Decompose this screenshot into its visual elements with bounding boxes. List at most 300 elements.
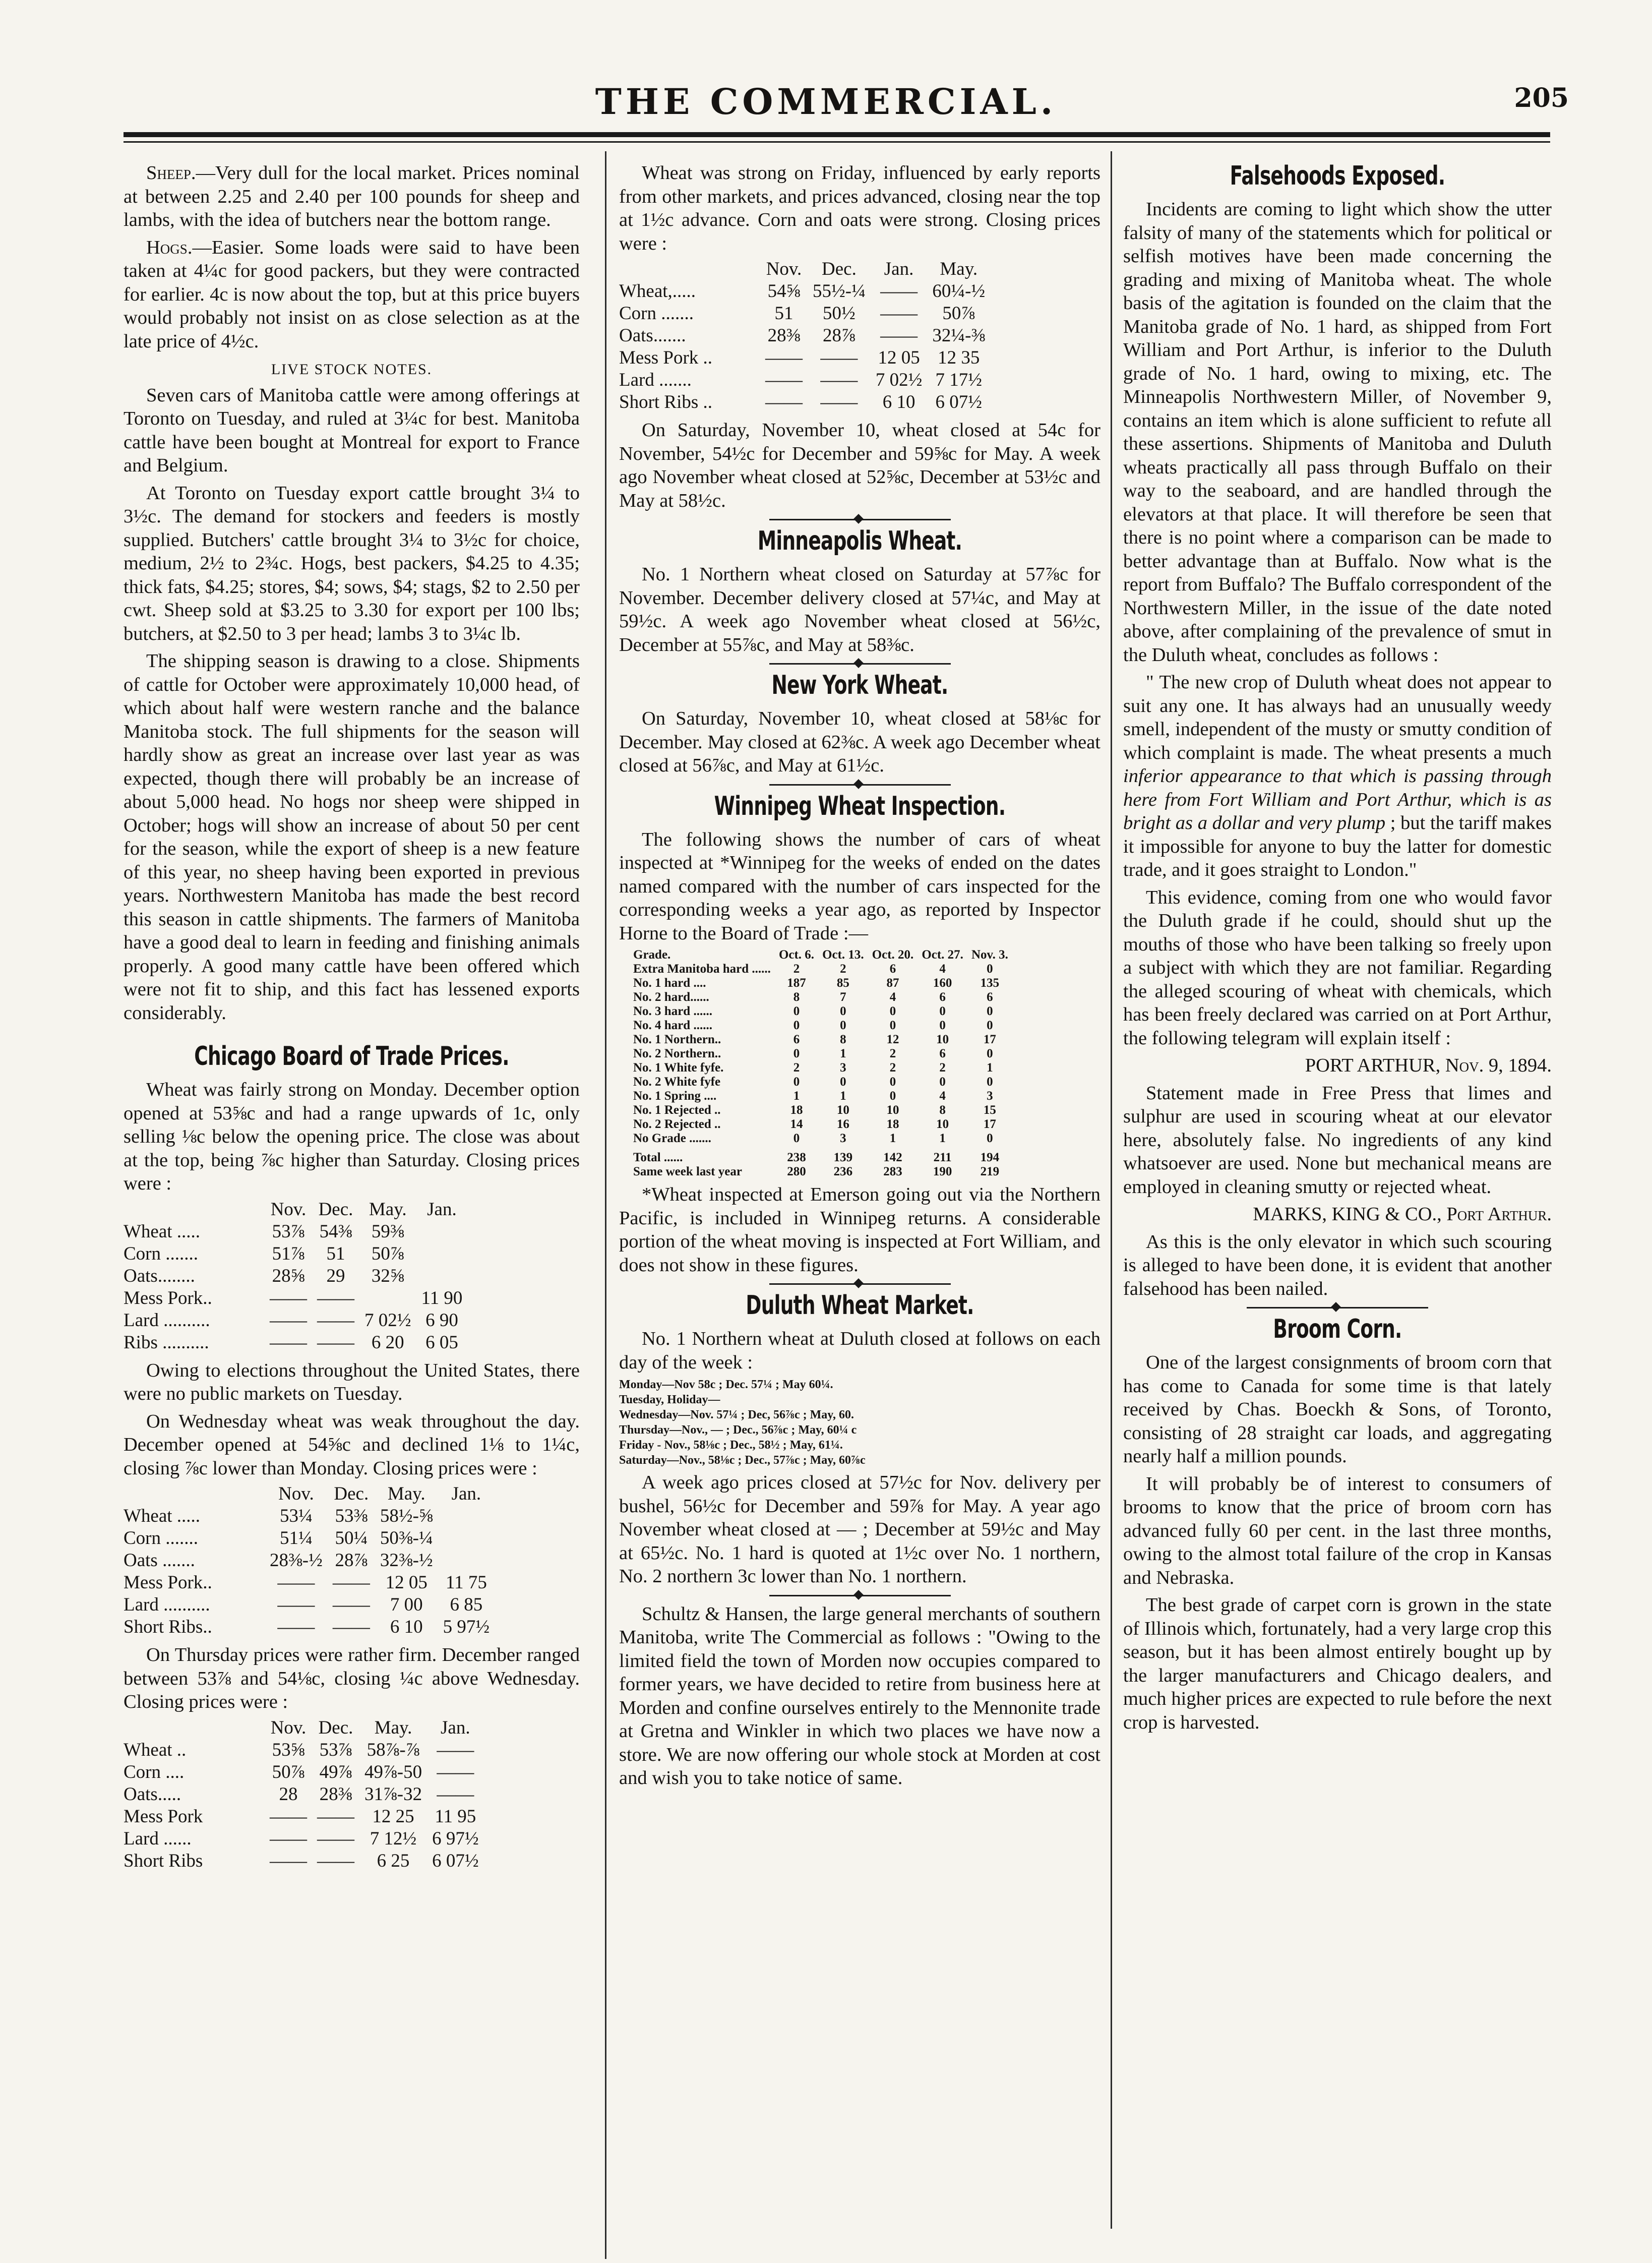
car-count: 2 <box>793 1061 800 1075</box>
commodity-label: Wheat,..... <box>619 281 696 302</box>
commodity-label: Lard .......... <box>124 1309 210 1331</box>
car-count: 87 <box>886 976 899 990</box>
car-count: 1 <box>840 1047 846 1060</box>
article-paragraph: The shipping season is drawing to a close. Shipments of cattle for October were approximately 10,000 head, of which about half were western ranche and the balance Manitoba stock. The full shipments for the season will hardly show as great an increase over last year as was expected, though there will probably be an increase of about 5,000 head. No hogs nor sheep were shipped in October; hogs will show an increase of about 50 per cent for the season, while the export of sheep is a new feature of this year, no sheep having been exported in previous years. Northwestern Manitoba has made the best record this season in cattle shipments. The farmers of Manitoba have a good deal to learn in feeding and finishing animals properly. A good many cattle have been offered which were not fit to ship, and this fact has lessened exports considerably. <box>124 650 580 1024</box>
car-count: 0 <box>889 1019 896 1032</box>
price-cell: —— <box>270 1332 307 1353</box>
inspection-row <box>629 1165 1012 1179</box>
column-2 <box>619 161 1100 2259</box>
car-count: 7 <box>840 990 846 1004</box>
price-cell: 53⅞ <box>272 1221 305 1242</box>
price-row <box>124 1761 484 1783</box>
price-cell: 51⅞ <box>272 1243 305 1264</box>
grade-label: No. 4 hard ...... <box>633 1019 712 1032</box>
article-paragraph: This evidence, coming from one who would favor the Duluth grade if he could, should shut up the mouths of those who have been talking so freely upon a subject with which they are not familiar. Regarding the alleged scouring of wheat with chemicals, which has been freely declared was carried on at Port Arthur, the following telegram will explain itself : <box>1123 886 1552 1049</box>
price-cell: —— <box>277 1617 315 1637</box>
price-row <box>124 1550 495 1572</box>
winnipeg-heading: Winnipeg Wheat Inspection. <box>714 791 1006 821</box>
price-cell: 6 90 <box>425 1309 458 1331</box>
commodity-label: Corn ....... <box>124 1528 198 1549</box>
price-cell: 12 25 <box>372 1806 414 1827</box>
car-count: 6 <box>939 990 946 1004</box>
price-cell: 7 02½ <box>364 1309 411 1331</box>
commodity-label: Oats........ <box>124 1265 195 1286</box>
car-count: 12 <box>886 1033 899 1046</box>
car-count: 6 <box>987 990 993 1004</box>
inspection-header-cell: Oct. 13. <box>822 948 864 962</box>
commodity-label: Short Ribs.. <box>124 1617 212 1637</box>
article-paragraph: The following shows the number of cars of wheat inspected at *Winnipeg for the weeks of ended on the dates named compared with the number of cars inspected for the corresponding weeks a year ago, as reported by Inspector Horne to the Board of Trade :— <box>619 828 1100 944</box>
car-count: 2 <box>793 962 800 976</box>
sheep-paragraph <box>124 161 580 232</box>
price-cell: —— <box>277 1594 315 1615</box>
car-count: 0 <box>840 1075 846 1089</box>
car-count: 2 <box>889 1047 896 1060</box>
price-header-cell <box>124 1717 265 1739</box>
commodity-label: Mess Pork.. <box>124 1572 212 1593</box>
price-cell: 28 <box>279 1783 298 1805</box>
car-count: 8 <box>939 1103 946 1117</box>
price-cell: 58⅞-⅞ <box>366 1739 420 1760</box>
commodity-label: Oats....... <box>619 325 686 346</box>
price-cell: 50⅞ <box>371 1243 404 1264</box>
hogs-paragraph <box>124 236 580 353</box>
price-header-cell: Nov. <box>270 1199 307 1220</box>
price-cell: 7 00 <box>390 1594 423 1615</box>
inspection-header-cell: Grade. <box>633 948 671 962</box>
inspection-row <box>629 1061 1012 1075</box>
article-paragraph: Schultz & Hansen, the large general merchants of southern Manitoba, write The Commercial as follows : "Owing to the limited field the town of Morden now occupies compared to former years, we have decided to retire from business here at Morden and confine ourselves entirely to the Mennonite trade at Gretna and Winkler in which two places we have now a store. We are now offering our whole stock at Morden at cost and wish you to take notice of same. <box>619 1603 1100 1789</box>
price-header-cell <box>124 1199 265 1221</box>
price-cell: 6 97½ <box>432 1828 479 1849</box>
price-row <box>124 1806 484 1828</box>
price-cell: 60¼-½ <box>932 281 986 302</box>
commodity-label: Lard .......... <box>124 1594 210 1615</box>
price-cell: 50⅞ <box>272 1761 305 1782</box>
car-count: 0 <box>987 1004 993 1018</box>
price-cell <box>359 1287 416 1309</box>
commodity-label: Wheat ..... <box>124 1221 201 1242</box>
car-count: 0 <box>939 1004 946 1018</box>
price-cell: 6 25 <box>377 1850 410 1871</box>
commodity-label: Oats ....... <box>124 1550 195 1571</box>
price-cell: 55½-¼ <box>813 281 866 302</box>
inspection-row <box>629 990 1012 1004</box>
car-count: 18 <box>886 1117 899 1131</box>
column-1 <box>124 161 580 2204</box>
price-cell: 50¼ <box>335 1528 368 1549</box>
price-row <box>619 280 990 303</box>
car-count: 0 <box>840 1019 846 1032</box>
hogs-label: Hogs. <box>146 236 193 258</box>
inspection-row <box>629 1075 1012 1089</box>
inspection-row <box>629 1004 1012 1019</box>
car-count: 187 <box>787 976 806 990</box>
sheep-label: Sheep. <box>146 162 196 184</box>
divider-ornament <box>769 662 951 666</box>
article-paragraph: The best grade of carpet corn is grown in the state of Illinois which, fortunately, had a very large crop this season, but it has been almost entirely bought up by the larger manufacturers and Chicago dealers, and much higher prices are expected to rule before the next crop is harvested. <box>1123 1594 1552 1733</box>
car-count: 1 <box>840 1089 846 1103</box>
price-header-row <box>124 1483 495 1505</box>
inspection-row <box>629 1103 1012 1117</box>
car-count: 0 <box>987 1047 993 1060</box>
inspection-header-cell: Nov. 3. <box>971 948 1008 962</box>
car-count: 238 <box>787 1151 806 1164</box>
article-paragraph: On Saturday, November 10, wheat closed at 54c for November, 54½c for December and 59⅝c for May. A week ago November wheat closed at 52⅝c, December at 53½c and May at 58½c. <box>619 420 1100 511</box>
inspection-row <box>629 1033 1012 1047</box>
car-count: 14 <box>790 1117 803 1131</box>
car-count: 4 <box>939 1089 946 1103</box>
car-count: 17 <box>983 1033 996 1046</box>
quote-italic: inferior appearance to that which is passing through here from Fort William and Port Arthur, which is as bright as a dollar and very plump <box>1123 765 1552 833</box>
commodity-label: Mess Pork <box>124 1806 203 1827</box>
divider-ornament <box>769 1282 951 1286</box>
car-count: 0 <box>793 1047 800 1060</box>
price-cell: 28⅝ <box>272 1265 305 1286</box>
car-count: 0 <box>840 1004 846 1018</box>
price-header-cell: Nov. <box>766 259 802 279</box>
live-stock-notes-label: LIVE STOCK NOTES. <box>271 361 433 378</box>
price-cell: —— <box>317 1309 354 1331</box>
article-paragraph: Owing to elections throughout the United States, there were no public markets on Tuesday. <box>124 1359 580 1404</box>
price-row <box>619 347 990 369</box>
price-cell: —— <box>437 1761 474 1782</box>
article-paragraph: A week ago prices closed at 57½c for Nov. delivery per bushel, 56½c for December and 59⅞ for May. A year ago November wheat closed at — ; December at 59½c and May at 65½c. No. 1 hard is quoted at 1½c over No. 1 northern, No. 2 northern 3c lower than No. 1 northern. <box>619 1472 1100 1587</box>
price-cell: 49⅞-50 <box>364 1761 422 1782</box>
car-count: 0 <box>987 1019 993 1032</box>
commodity-label: Lard ....... <box>619 370 692 390</box>
grade-label: No. 3 hard ...... <box>633 1004 712 1018</box>
price-row <box>124 1221 467 1243</box>
car-count: 0 <box>987 1075 993 1089</box>
car-count: 17 <box>983 1117 996 1131</box>
price-cell: 28⅞ <box>823 325 855 346</box>
car-count: 3 <box>987 1089 993 1103</box>
grade-label: Extra Manitoba hard ...... <box>633 962 771 976</box>
price-cell: —— <box>277 1572 315 1593</box>
price-cell <box>438 1550 495 1572</box>
price-row <box>124 1309 467 1332</box>
price-cell: 53⅝ <box>272 1739 305 1760</box>
price-cell: 58½-⅝ <box>380 1506 433 1526</box>
price-header-cell: Nov. <box>278 1483 314 1504</box>
car-count: 0 <box>939 1075 946 1089</box>
price-cell: —— <box>317 1806 354 1827</box>
price-row <box>619 369 990 391</box>
price-row <box>124 1616 495 1638</box>
price-cell: —— <box>317 1850 354 1871</box>
car-count: 6 <box>889 962 896 976</box>
price-cell: 7 17½ <box>935 370 982 390</box>
price-row <box>124 1783 484 1806</box>
car-count: 4 <box>939 962 946 976</box>
price-header-cell: Dec. <box>334 1483 369 1504</box>
grade-label: No. 1 Spring .... <box>633 1089 717 1103</box>
price-row <box>619 303 990 325</box>
car-count: 10 <box>936 1117 949 1131</box>
price-cell: —— <box>317 1828 354 1849</box>
car-count: 8 <box>840 1033 846 1046</box>
price-cell: 6 85 <box>450 1594 483 1615</box>
price-cell: 6 07½ <box>432 1850 479 1871</box>
price-cell: 28⅜ <box>319 1783 352 1805</box>
telegram-text: Statement made in Free Press that limes and sulphur are used in scouring wheat at our elevator here, absolutely false. No ingredients of any kind whatsoever are used. None but mechanical means are employed in cleaning smutty or rejected wheat. <box>1123 1082 1552 1198</box>
price-cell: 32⅜-½ <box>380 1550 433 1571</box>
price-cell: 12 05 <box>878 347 920 368</box>
car-count: 0 <box>889 1075 896 1089</box>
price-header-row <box>124 1717 484 1739</box>
price-cell: —— <box>765 347 803 368</box>
price-cell <box>416 1265 468 1287</box>
car-count: 10 <box>936 1033 949 1046</box>
price-header-cell: Jan. <box>451 1483 481 1504</box>
car-count: 2 <box>840 962 846 976</box>
daily-prices <box>619 1377 1100 1468</box>
page-number: 205 <box>1514 83 1569 113</box>
car-count: 1 <box>889 1132 896 1145</box>
broom-corn-heading: Broom Corn. <box>1273 1314 1402 1344</box>
hogs-text: —Easier. Some loads were said to have been taken at 4¼c for good packers, but they were contracted for earlier. 4c is now about the top, but at this price buyers would probably not insist on as close selection as at the late price of 4½c. <box>124 236 580 352</box>
price-cell: —— <box>270 1287 307 1308</box>
price-cell: 54⅝ <box>767 281 801 302</box>
price-cell: —— <box>270 1828 307 1849</box>
price-cell: —— <box>270 1850 307 1871</box>
price-row <box>124 1505 495 1527</box>
new-york-heading: New York Wheat. <box>771 670 948 700</box>
telegram-dateline: PORT ARTHUR, Nov. 9, 1894. <box>1305 1055 1552 1076</box>
car-count: 194 <box>980 1151 1000 1164</box>
price-cell: 6 10 <box>882 392 915 412</box>
car-count: 15 <box>983 1103 996 1117</box>
article-paragraph: As this is the only elevator in which such scouring is alleged to have been done, it is evident that another falsehood has been nailed. <box>1123 1231 1552 1299</box>
article-paragraph: On Thursday prices were rather firm. December ranged between 53⅞ and 54⅛c, closing ¼c above Wednesday. Closing prices were : <box>124 1644 580 1712</box>
price-cell: 54⅜ <box>319 1221 352 1242</box>
price-header-cell: May. <box>369 1199 407 1220</box>
car-count: 3 <box>840 1061 846 1075</box>
commodity-label: Lard ...... <box>124 1828 192 1849</box>
price-cell: —— <box>880 325 918 346</box>
car-count: 142 <box>883 1151 902 1164</box>
column-divider-2 <box>1111 151 1112 2229</box>
price-cell: —— <box>820 392 858 412</box>
masthead <box>0 81 1652 126</box>
price-cell: —— <box>820 370 858 390</box>
price-cell: 53⅞ <box>319 1739 352 1760</box>
column-3 <box>1123 161 1552 2219</box>
price-cell <box>438 1505 495 1527</box>
price-cell: 59⅜ <box>371 1221 404 1242</box>
price-cell: 32¼-⅜ <box>932 325 986 346</box>
price-header-row <box>619 258 990 280</box>
article-paragraph: *Wheat inspected at Emerson going out via the Northern Pacific, is included in Winnipeg returns. A considerable portion of the wheat moving is inspected at Fort William, and does not show in these figures. <box>619 1184 1100 1276</box>
column-divider-1 <box>605 151 606 2259</box>
price-cell: 12 05 <box>385 1572 427 1593</box>
price-header-cell <box>619 258 760 280</box>
price-cell: 28⅜ <box>767 325 801 346</box>
car-count: 2 <box>889 1061 896 1075</box>
price-cell: —— <box>765 392 803 412</box>
price-header-cell: Jan. <box>441 1717 470 1738</box>
inspection-row <box>629 976 1012 990</box>
grade-label: No. 2 White fyfe <box>633 1075 721 1089</box>
grade-label: No. 2 Rejected .. <box>633 1117 721 1131</box>
inspection-header-cell: Oct. 27. <box>922 948 963 962</box>
inspection-row <box>629 1132 1012 1146</box>
car-count: 135 <box>980 976 1000 990</box>
inspection-row <box>629 1047 1012 1061</box>
car-count: 139 <box>833 1151 853 1164</box>
price-header-row <box>124 1199 467 1221</box>
inspection-row <box>629 1089 1012 1103</box>
inspection-row <box>629 1019 1012 1033</box>
price-cell: —— <box>880 303 918 324</box>
car-count: 0 <box>987 1132 993 1145</box>
price-row <box>619 391 990 413</box>
price-row <box>124 1243 467 1265</box>
price-cell: 11 95 <box>435 1806 476 1827</box>
car-count: 160 <box>933 976 952 990</box>
price-cell: 53¼ <box>280 1506 313 1526</box>
grade-label: No. 2 hard...... <box>633 990 709 1004</box>
article-paragraph: Wheat was strong on Friday, influenced by early reports from other markets, and prices advanced, closing near the top at 1½c advance. Corn and oats were strong. Closing prices were : <box>619 162 1100 254</box>
price-header-cell: Dec. <box>318 1199 353 1220</box>
car-count: 0 <box>889 1089 896 1103</box>
car-count: 1 <box>939 1132 946 1145</box>
commodity-label: Ribs .......... <box>124 1332 209 1353</box>
thursday-price-table <box>124 1717 484 1872</box>
commodity-label: Short Ribs <box>124 1850 203 1871</box>
monday-price-table <box>124 1199 467 1354</box>
commodity-label: Corn ....... <box>619 303 694 324</box>
price-cell: 28⅞ <box>335 1550 368 1571</box>
car-count: 283 <box>883 1165 902 1178</box>
commodity-label: Mess Pork.. <box>124 1287 212 1308</box>
inspection-table <box>629 948 1012 1179</box>
wednesday-price-table <box>124 1483 495 1638</box>
price-header-cell: Jan. <box>884 259 914 279</box>
daily-line: Wednesday—Nov. 57¼ ; Dec, 56⅞c ; May, 60. <box>619 1408 854 1421</box>
quote-text: " The new crop of Duluth wheat does not appear to suit any one. It has always had an unusually weedy smell, independent of the musty or smutty condition of which complaint is made. The wheat presents a much <box>1123 672 1552 763</box>
quote-text: ; but the tariff makes it impossible for anyone to buy the latter for domestic trade, and it goes straight to London." <box>1123 812 1552 880</box>
price-header-cell: Dec. <box>318 1717 353 1738</box>
grade-label: Total ...... <box>633 1151 683 1164</box>
price-row <box>124 1739 484 1761</box>
inspection-row <box>629 1117 1012 1132</box>
minneapolis-heading: Minneapolis Wheat. <box>757 526 962 556</box>
price-row <box>124 1287 467 1309</box>
price-header-cell: May. <box>374 1717 412 1738</box>
price-cell: 51 <box>774 303 793 324</box>
inspection-row <box>629 962 1012 976</box>
falsehoods-heading: Falsehoods Exposed. <box>1230 161 1445 191</box>
quoted-paragraph <box>1123 671 1552 882</box>
article-paragraph: It will probably be of interest to consumers of brooms to know that the price of broom corn has advanced fully 60 per cent. in the last three months, owing to the almost total failure of the crop in Kansas and Nebraska. <box>1123 1473 1552 1588</box>
price-cell: 50⅜-¼ <box>380 1528 433 1549</box>
price-row <box>124 1332 467 1354</box>
article-paragraph: At Toronto on Tuesday export cattle brought 3¼ to 3½c. The demand for stockers and feeders is mostly supplied. Butchers' cattle brought 3¼ to 3½c for choice, medium, 2½ to 2¾c. Hogs, best packers, $4.25 to 4.35; thick fats, $4.25; stores, $4; sows, $4; stags, $2 to 2.50 per cwt. Sheep sold at $3.25 to 3.30 for export per 100 lbs; butchers, at $2.50 to 3 per head; lambs 3 to 3¼c lb. <box>124 482 580 644</box>
car-count: 211 <box>933 1151 952 1164</box>
car-count: 0 <box>793 1075 800 1089</box>
grade-label: No. 1 White fyfe. <box>633 1061 724 1075</box>
commodity-label: Short Ribs .. <box>619 392 713 412</box>
price-cell: —— <box>437 1783 474 1805</box>
article-paragraph: No. 1 Northern wheat closed on Saturday at 57⅞c for November. December delivery closed at 57¼c, and May at 59½c. A week ago November wheat closed at 56½c, December at 55⅞c, and May at 58⅜c. <box>619 564 1100 656</box>
price-cell: 29 <box>326 1265 345 1286</box>
grade-label: No Grade ....... <box>633 1132 711 1145</box>
price-cell <box>438 1527 495 1550</box>
price-cell <box>416 1221 468 1243</box>
price-cell: 49⅞ <box>319 1761 352 1782</box>
header-rule-thin <box>124 141 1550 143</box>
price-row <box>124 1572 495 1594</box>
commodity-label: Corn .... <box>124 1761 185 1782</box>
price-cell: —— <box>317 1287 354 1308</box>
car-count: 8 <box>793 990 800 1004</box>
car-count: 280 <box>787 1165 806 1178</box>
car-count: 219 <box>980 1165 1000 1178</box>
divider-ornament <box>769 517 951 521</box>
price-cell: —— <box>437 1739 474 1760</box>
price-row <box>124 1265 467 1287</box>
price-cell <box>416 1243 468 1265</box>
price-cell: —— <box>270 1309 307 1331</box>
price-cell: 28⅜-½ <box>270 1550 323 1571</box>
publication-title: THE COMMERCIAL. <box>595 81 1057 123</box>
price-cell: 50½ <box>823 303 855 324</box>
car-count: 1 <box>987 1061 993 1075</box>
price-cell: —— <box>820 347 858 368</box>
price-cell: —— <box>317 1332 354 1353</box>
price-cell: —— <box>332 1617 370 1637</box>
car-count: 85 <box>836 976 849 990</box>
inspection-row <box>629 1146 1012 1165</box>
price-cell: 51¼ <box>280 1528 313 1549</box>
price-row <box>124 1527 495 1550</box>
divider-ornament <box>769 783 951 787</box>
daily-line: Friday - Nov., 58⅛c ; Dec., 58½ ; May, 61¼. <box>619 1439 843 1452</box>
car-count: 1 <box>793 1089 800 1103</box>
grade-label: Same week last year <box>633 1165 742 1178</box>
grade-label: No. 2 Northern.. <box>633 1047 721 1060</box>
duluth-heading: Duluth Wheat Market. <box>746 1290 974 1321</box>
grade-label: No. 1 Rejected .. <box>633 1103 721 1117</box>
chicago-heading: Chicago Board of Trade Prices. <box>194 1041 509 1071</box>
car-count: 190 <box>933 1165 952 1178</box>
price-cell: 12 35 <box>938 347 980 368</box>
price-cell: 11 75 <box>445 1572 487 1593</box>
header-rule-thick <box>124 132 1550 137</box>
price-cell: 51 <box>326 1243 345 1264</box>
daily-line: Tuesday, Holiday— <box>619 1393 720 1406</box>
price-row <box>124 1594 495 1616</box>
commodity-label: Wheat .. <box>124 1739 187 1760</box>
daily-line: Thursday—Nov., — ; Dec., 56⅞c ; May, 60¼ c <box>619 1423 857 1437</box>
car-count: 2 <box>939 1061 946 1075</box>
price-cell: 5 97½ <box>443 1617 490 1637</box>
car-count: 0 <box>889 1004 896 1018</box>
price-cell: 6 07½ <box>935 392 982 412</box>
car-count: 0 <box>987 962 993 976</box>
daily-line: Monday—Nov 58c ; Dec. 57¼ ; May 60¼. <box>619 1378 833 1391</box>
article-paragraph: Incidents are coming to light which show the utter falsity of many of the statements which for political or selfish motives have been made concerning the grading and mixing of Manitoba wheat. The whole basis of the agitation is founded on the claim that the Manitoba grade of No. 1 hard, as shipped from Fort William and Port Arthur, is inferior to the Duluth grade of No. 1 hard, owing to mixing, etc. The Minneapolis Northwestern Miller, of November 9, contains an item which is alone sufficient to refute all these assertions. Shipments of Manitoba and Duluth wheats practically all pass through Buffalo on their way to the seaboard, and are handled through the elevators at that place. It will therefore be seen that there is no point where a comparison can be made to better advantage than at Buffalo. Now what is the report from Buffalo? The Buffalo correspondent of the Northwestern Miller, in the issue of the date noted above, after complaining of the prevalence of smut in the Duluth wheat, concludes as follows : <box>1123 199 1552 666</box>
commodity-label: Mess Pork .. <box>619 347 713 368</box>
price-header-cell: Jan. <box>427 1199 457 1220</box>
article-paragraph: One of the largest consignments of broom corn that has come to Canada for some time is that lately received by Chas. Boeckh & Sons, of Toronto, consisting of 28 straight car loads, and aggregating nearly half a million pounds. <box>1123 1352 1552 1467</box>
car-count: 0 <box>939 1019 946 1032</box>
price-cell: 6 05 <box>425 1332 458 1353</box>
price-cell: 53⅜ <box>335 1506 368 1526</box>
price-cell: 7 12½ <box>370 1828 417 1849</box>
